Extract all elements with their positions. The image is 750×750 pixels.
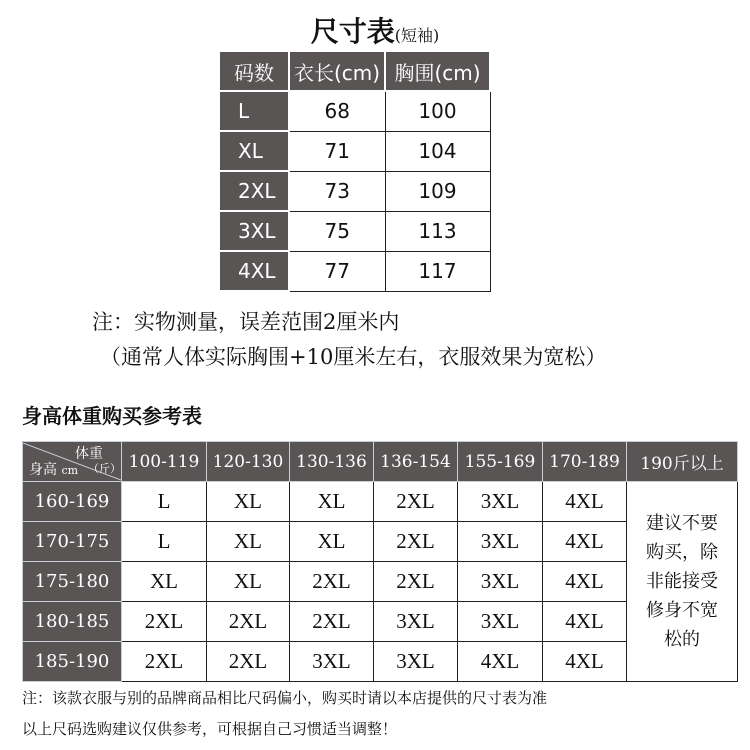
height-header: 170-175	[23, 522, 122, 562]
weight-header: 130-136	[290, 442, 374, 482]
length-cell: 68	[289, 91, 385, 131]
height-header: 175-180	[23, 562, 122, 602]
header-length: 衣长(cm)	[289, 51, 385, 91]
chest-cell: 100	[385, 91, 490, 131]
height-header: 185-190	[23, 642, 122, 682]
height-header: 180-185	[23, 602, 122, 642]
header-chest: 胸围(cm)	[385, 51, 490, 91]
recommend-note: 建议不要购买，除非能接受修身不宽松的	[627, 482, 738, 682]
size-recommendation: 2XL	[290, 562, 374, 602]
corner-unit: （斤）	[88, 462, 121, 475]
size-recommendation: XL	[207, 522, 290, 562]
size-recommendation: XL	[207, 562, 290, 602]
size-recommendation: 4XL	[458, 642, 543, 682]
height-header: 160-169	[23, 482, 122, 522]
size-recommendation: 4XL	[543, 642, 627, 682]
footer-note-1: 注：该款衣服与别的品牌商品相比尺码偏小，购买时请以本店提供的尺寸表为准	[22, 689, 548, 707]
size-recommendation: 3XL	[458, 482, 543, 522]
footer-note-2: 以上尺码选购建议仅供参考，可根据自己习惯适当调整！	[22, 720, 398, 738]
size-recommendation: 2XL	[290, 602, 374, 642]
size-cell: 4XL	[219, 251, 289, 291]
size-recommendation: 4XL	[543, 522, 627, 562]
weight-header: 100-119	[122, 442, 207, 482]
size-recommendation: 2XL	[122, 642, 207, 682]
chest-cell: 104	[385, 131, 490, 171]
size-recommendation: 2XL	[207, 642, 290, 682]
size-recommendation: XL	[207, 482, 290, 522]
page-title	[0, 10, 750, 50]
length-cell: 75	[289, 211, 385, 251]
size-cell: L	[219, 91, 289, 131]
size-cell: 2XL	[219, 171, 289, 211]
size-recommendation: 2XL	[374, 482, 458, 522]
size-recommendation: 3XL	[290, 642, 374, 682]
size-recommendation: XL	[290, 522, 374, 562]
size-row	[219, 171, 490, 211]
size-row	[219, 211, 490, 251]
size-recommendation: 4XL	[543, 562, 627, 602]
corner-height: 身高 cm	[29, 462, 79, 478]
length-cell: 73	[289, 171, 385, 211]
length-cell: 77	[289, 251, 385, 291]
corner-weight: 体重	[75, 446, 103, 462]
size-recommendation: L	[122, 482, 207, 522]
size-recommendation: 4XL	[543, 482, 627, 522]
note-chest: （通常人体实际胸围+10厘米左右，衣服效果为宽松）	[100, 345, 607, 369]
size-recommendation: 3XL	[458, 562, 543, 602]
size-recommendation: 2XL	[374, 562, 458, 602]
size-recommendation: 2XL	[122, 602, 207, 642]
title-text: 尺寸表	[310, 15, 395, 48]
size-recommendation: 2XL	[374, 522, 458, 562]
size-recommendation: 3XL	[374, 642, 458, 682]
size-recommendation: L	[122, 522, 207, 562]
header-size: 码数	[219, 51, 289, 91]
chest-cell: 109	[385, 171, 490, 211]
chest-cell: 113	[385, 211, 490, 251]
weight-header: 120-130	[207, 442, 290, 482]
reference-table	[22, 441, 738, 682]
size-row	[219, 251, 490, 291]
size-recommendation: 2XL	[207, 602, 290, 642]
weight-header: 155-169	[458, 442, 543, 482]
corner-cell	[23, 442, 122, 482]
size-cell: 3XL	[219, 211, 289, 251]
chest-cell: 117	[385, 251, 490, 291]
size-recommendation: 3XL	[458, 602, 543, 642]
note-measure: 注：实物测量，误差范围2厘米内	[92, 310, 400, 334]
length-cell: 71	[289, 131, 385, 171]
size-recommendation: XL	[122, 562, 207, 602]
size-cell: XL	[219, 131, 289, 171]
reference-row	[23, 482, 738, 522]
size-table	[218, 50, 491, 292]
weight-header: 190斤以上	[627, 442, 738, 482]
size-recommendation: XL	[290, 482, 374, 522]
reference-title: 身高体重购买参考表	[22, 404, 202, 428]
weight-header: 136-154	[374, 442, 458, 482]
size-recommendation: 3XL	[458, 522, 543, 562]
size-row	[219, 91, 490, 131]
size-recommendation: 3XL	[374, 602, 458, 642]
size-row	[219, 131, 490, 171]
title-sub: (短袖)	[394, 26, 440, 45]
weight-header: 170-189	[543, 442, 627, 482]
size-recommendation: 4XL	[543, 602, 627, 642]
